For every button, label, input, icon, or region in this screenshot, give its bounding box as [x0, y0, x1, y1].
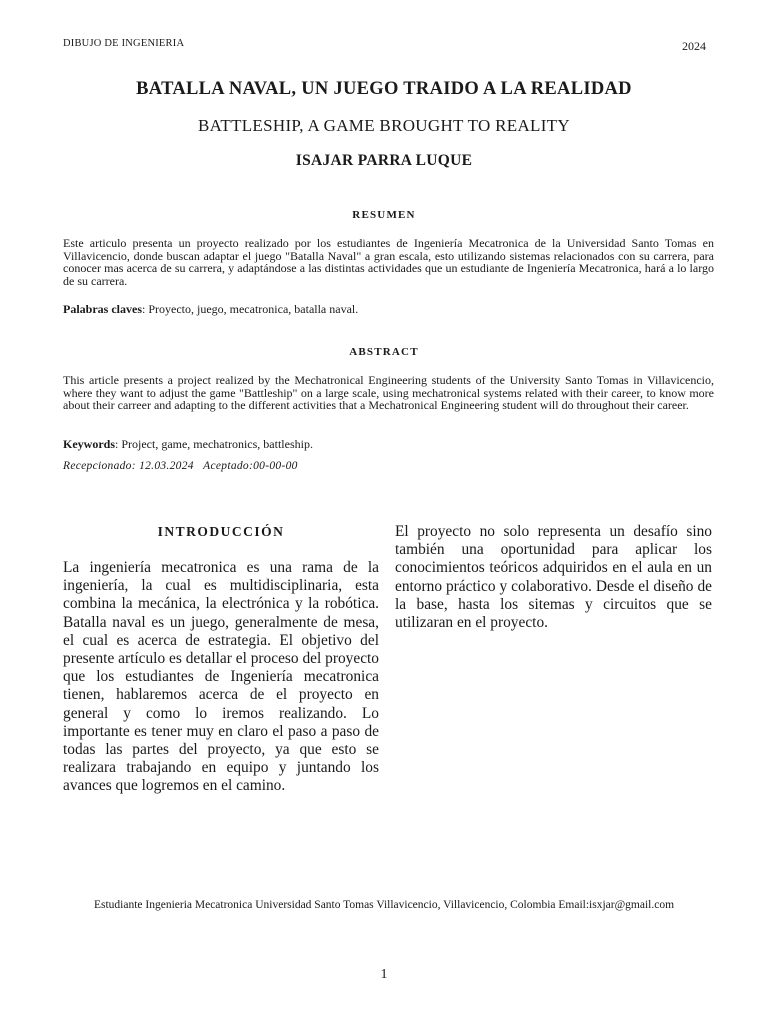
- introduction-heading: INTRODUCCIÓN: [157, 524, 285, 539]
- abstract-keywords: [63, 437, 714, 451]
- introduction-right-column: El proyecto no solo representa un desafío sino también una oportunidad para aplicar los conocimientos teóricos adquiridos en el aula en un entorno práctico y colaborativo. Desde el diseño de la base, hasta los sitemas y circuitos que se utilizaran en el proyecto.: [395, 523, 712, 632]
- abstract-text: This article presents a project realized by the Mechatronical Engineering students of the University Santo Tomas in Villavicencio, where they want to adjust the game "Battleship" on a large scale, using mechatronical systems related with their career, to know more about their carreer and adapting to the different activities that a Mechatronical Engineering student will do throughout their career.: [63, 373, 714, 413]
- abstract-keywords-value: : Project, game, mechatronics, battleship.: [115, 437, 313, 451]
- received-date: 12.03.2024: [139, 460, 194, 472]
- introduction-left-column: La ingeniería mecatronica es una rama de la ingeniería, la cual es multidisciplinaria, esta combina la mecánica, la electrónica y la robótica. Batalla naval es un juego, generalmente de mesa, el cual es acerca de estrategia. El objetivo del presente artículo es detallar el proceso del proyecto que los estudiantes de Ingeniería mecatronica tienen, hablaremos acerca de el proyecto en general y como lo iremos realizando. Lo importante es tener muy en claro el paso a paso de todas las partes del proyecto, ya que esto se realizara trabajando en equipo y juntando los avances que logremos en el camino.: [63, 559, 379, 795]
- received-label: Recepcionado:: [63, 460, 136, 472]
- running-header-title: DIBUJO DE INGENIERIA: [63, 38, 185, 49]
- accepted-label: Aceptado:: [203, 460, 254, 472]
- resumen-keywords-value: : Proyecto, juego, mecatronica, batalla naval.: [142, 302, 359, 316]
- paper-subtitle: BATTLESHIP, A GAME BROUGHT TO REALITY: [198, 116, 570, 135]
- author-affiliation-footer: Estudiante Ingenieria Mecatronica Universidad Santo Tomas Villavicencio, Villavicencio, Colombia Email:isxjar@gmail.com: [93, 899, 675, 911]
- abstract-heading: ABSTRACT: [349, 346, 419, 358]
- resumen-keywords-label: Palabras claves: [63, 302, 142, 316]
- paper-title: BATALLA NAVAL, UN JUEGO TRAIDO A LA REALIDAD: [136, 79, 632, 99]
- page-number: 1: [380, 967, 388, 982]
- submission-dates: [63, 460, 298, 472]
- resumen-keywords: [63, 302, 714, 316]
- resumen-heading: RESUMEN: [352, 209, 416, 221]
- author-name: ISAJAR PARRA LUQUE: [295, 152, 473, 169]
- abstract-keywords-label: Keywords: [63, 437, 115, 451]
- running-header-year: 2024: [682, 39, 706, 53]
- resumen-text: Este articulo presenta un proyecto realizado por los estudiantes de Ingeniería Mecatronica de la Universidad Santo Tomas en Villavicencio, donde buscan adaptar el juego "Batalla Naval" a gran escala, esto utilizando sistemas relacionados con su carrera, para conocer mas acerca de su carrera, y adaptándose a las distintas actividades que un estudiante de Ingeniería Mecatronica, hará a lo largo de su carrera.: [63, 236, 714, 288]
- accepted-date: 00-00-00: [253, 460, 298, 472]
